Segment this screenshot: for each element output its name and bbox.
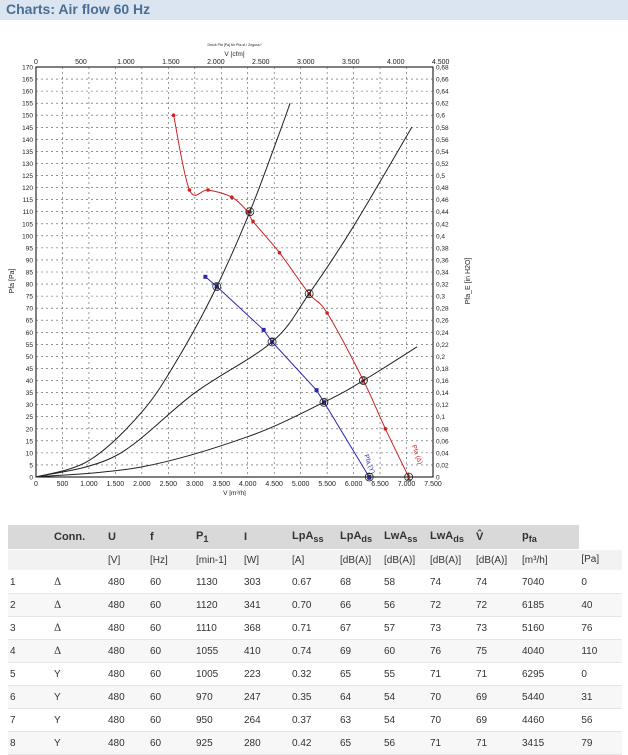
table-cell: 0 — [579, 571, 622, 594]
y-right-tick-label: 0,16 — [436, 378, 449, 386]
x-bottom-tick-label: 6.000 — [344, 481, 363, 488]
y-left-tick-label: 20 — [25, 426, 33, 434]
y-left-tick-label: 165 — [22, 76, 33, 84]
table-cell: 0.37 — [290, 709, 338, 732]
table-cell: Δ — [52, 571, 106, 594]
table-cell: 60 — [148, 594, 194, 617]
table-cell: 74 — [474, 571, 520, 594]
table-cell: 56 — [382, 594, 428, 617]
y-left-tick-label: 60 — [25, 329, 33, 337]
unit-cell — [8, 550, 52, 571]
y-left-tick-label: 120 — [22, 185, 33, 193]
table-cell: 6185 — [520, 594, 579, 617]
y-left-tick-label: 105 — [22, 221, 33, 229]
x-bottom-tick-label: 4.500 — [265, 481, 283, 488]
x-bottom-tick-label: 2.000 — [133, 481, 151, 488]
series-line-1 — [205, 277, 369, 477]
y-right-tick-label: 0,32 — [436, 281, 449, 289]
y-right-tick-label: 0,14 — [436, 390, 449, 398]
table-cell: 1130 — [194, 571, 242, 594]
table-units-row — [8, 550, 622, 571]
y-left-tick-label: 55 — [25, 341, 33, 349]
table-cell: 970 — [194, 686, 242, 709]
table-cell: 280 — [242, 732, 290, 755]
table-cell: 264 — [242, 709, 290, 732]
table-cell: 0.71 — [290, 617, 338, 640]
y-left-tick-label: 150 — [22, 112, 33, 120]
x-bottom-tick-label: 500 — [56, 481, 69, 488]
y-left-tick-label: 35 — [25, 390, 33, 398]
x-bottom-tick-label: 5.500 — [318, 481, 336, 488]
x-top-tick-label: 2.500 — [252, 59, 270, 66]
x-top-tick-label: 0 — [34, 59, 38, 66]
y-right-tick-label: 0,44 — [436, 209, 449, 217]
plot-frame — [36, 67, 433, 477]
y-left-tick-label: 80 — [25, 281, 33, 289]
y-left-tick-label: 75 — [25, 293, 33, 301]
table-cell: 6295 — [520, 663, 579, 686]
y-right-tick-label: 0,38 — [436, 245, 449, 253]
x-top-tick-label: 4.000 — [386, 59, 405, 66]
table-cell: 1005 — [194, 663, 242, 686]
y-left-tick-label: 140 — [22, 136, 33, 144]
table-cell: 71 — [428, 663, 474, 686]
y-axis-label: Pfa [Pa] — [9, 268, 16, 294]
y-left-tick-label: 45 — [25, 365, 33, 373]
table-cell: 54 — [382, 709, 428, 732]
y-right-tick-label: 0,02 — [436, 462, 449, 470]
y-left-tick-label: 10 — [25, 450, 33, 458]
table-cell: 65 — [338, 663, 382, 686]
table-header-row — [8, 525, 622, 550]
x-top-tick-label: 2.000 — [207, 59, 225, 66]
y-left-tick-label: 155 — [22, 100, 33, 108]
x-top-axis-label: V [cfm] — [224, 51, 245, 58]
y-right-tick-label: 0,28 — [436, 305, 449, 313]
y-right-tick-label: 0,24 — [436, 329, 449, 337]
operating-point-label: 4 — [247, 206, 253, 217]
table-cell: 64 — [338, 686, 382, 709]
unit-cell: [V] — [106, 550, 148, 571]
header-cell — [8, 525, 52, 550]
table-cell: 1120 — [194, 594, 242, 617]
y-left-tick-label: 125 — [22, 173, 33, 181]
table-cell: 66 — [338, 594, 382, 617]
table-cell: 60 — [148, 617, 194, 640]
y-left-tick-label: 65 — [25, 317, 33, 325]
y-right-tick-label: 0,4 — [436, 233, 446, 241]
table-cell: 303 — [242, 571, 290, 594]
y-right-tick-label: 0,18 — [436, 365, 449, 373]
unit-cell: [A] — [290, 550, 338, 571]
table-cell: Y — [52, 709, 106, 732]
table-cell: 70 — [428, 709, 474, 732]
table-cell: 368 — [242, 617, 290, 640]
table-cell: 4460 — [520, 709, 579, 732]
table-cell: 480 — [106, 571, 148, 594]
table-cell: Δ — [52, 594, 106, 617]
table-cell: 5 — [8, 663, 52, 686]
y-left-tick-label: 160 — [22, 88, 33, 96]
table-cell: 950 — [194, 709, 242, 732]
unit-cell: [dB(A)] — [428, 550, 474, 571]
table-cell: 68 — [338, 571, 382, 594]
table-cell: 1110 — [194, 617, 242, 640]
table-cell: 67 — [338, 617, 382, 640]
y-left-tick-label: 5 — [29, 462, 33, 470]
page-title: Charts: Air flow 60 Hz — [6, 1, 151, 17]
table-cell: Δ — [52, 640, 106, 663]
x-bottom-tick-label: 4.000 — [238, 481, 257, 488]
x-top-tick-label: 1.000 — [117, 59, 135, 66]
y-left-tick-label: 70 — [25, 305, 33, 313]
table-row — [8, 732, 622, 755]
y-right-tick-label: 0,68 — [436, 64, 449, 72]
table-cell: 0.67 — [290, 571, 338, 594]
table-row — [8, 686, 622, 709]
unit-cell: [m³/h] — [520, 550, 579, 571]
table-cell: 71 — [474, 663, 520, 686]
table-cell: 56 — [382, 732, 428, 755]
y-right-tick-label: 0,6 — [436, 112, 446, 120]
table-cell: 58 — [382, 571, 428, 594]
header-cell: LpA$_{ds}$ — [338, 525, 382, 550]
series-line-3 — [36, 127, 412, 477]
unit-cell: [min-1] — [194, 550, 242, 571]
table-row — [8, 709, 622, 732]
data-point — [315, 388, 319, 392]
x-bottom-tick-label: 1.500 — [106, 481, 125, 488]
table-cell: 6 — [8, 686, 52, 709]
table-cell: 40 — [579, 594, 622, 617]
header-cell: LwA$_{ss}$ — [382, 525, 428, 550]
y-left-tick-label: 85 — [25, 269, 33, 277]
y-right-tick-label: 0,42 — [436, 221, 449, 229]
x-bottom-tick-label: 3.500 — [212, 481, 231, 488]
y-right-tick-label: 0,3 — [436, 293, 446, 301]
header-cell: $P_1$ — [194, 525, 242, 550]
data-point — [230, 195, 234, 199]
table-cell: 74 — [428, 571, 474, 594]
x-axis-label: V [m³/h] — [223, 490, 246, 496]
y-left-tick-label: 90 — [25, 257, 33, 265]
curve-label: Pfa (Δ) — [409, 443, 424, 466]
x-top-tick-label: 500 — [75, 59, 87, 66]
table-row — [8, 594, 622, 617]
table-cell: 60 — [382, 640, 428, 663]
table-cell: 76 — [428, 640, 474, 663]
y-left-tick-label: 25 — [25, 414, 33, 422]
y-left-tick-label: 50 — [25, 353, 33, 361]
data-point — [172, 113, 176, 117]
table-cell: 480 — [106, 640, 148, 663]
table-cell: 110 — [579, 640, 622, 663]
table-cell: Δ — [52, 617, 106, 640]
y-right-axis-label: Pfa_E [in H2O] — [465, 257, 472, 305]
table-cell: 223 — [242, 663, 290, 686]
table-cell: 5160 — [520, 617, 579, 640]
table-cell: 480 — [106, 663, 148, 686]
table-cell: 480 — [106, 732, 148, 755]
header-cell: I — [242, 525, 290, 550]
y-right-tick-label: 0,58 — [436, 124, 449, 132]
table-cell: 79 — [579, 732, 622, 755]
y-right-tick-label: 0,46 — [436, 197, 449, 205]
table-cell: 410 — [242, 640, 290, 663]
data-point — [188, 188, 192, 192]
operating-point-label: 8 — [214, 281, 220, 292]
table-cell: 8 — [8, 732, 52, 755]
y-right-tick-label: 0,64 — [436, 88, 449, 96]
table-cell: 0.32 — [290, 663, 338, 686]
y-right-tick-label: 0,26 — [436, 317, 449, 325]
y-right-tick-label: 0,08 — [436, 426, 449, 434]
data-point — [262, 328, 266, 332]
header-cell: LwA$_{ds}$ — [428, 525, 474, 550]
table-cell: 69 — [474, 686, 520, 709]
table-cell: 480 — [106, 709, 148, 732]
table-cell: 247 — [242, 686, 290, 709]
y-right-tick-label: 0,36 — [436, 257, 449, 265]
table-cell: 7 — [8, 709, 52, 732]
y-right-tick-label: 0,04 — [436, 450, 449, 458]
table-cell: 4 — [8, 640, 52, 663]
table-cell: Y — [52, 732, 106, 755]
table-cell: 60 — [148, 640, 194, 663]
header-cell: Conn. — [52, 525, 106, 550]
y-right-tick-label: 0,54 — [436, 148, 449, 156]
operating-point-label: 7 — [269, 336, 275, 347]
operating-point-label: 5 — [366, 472, 372, 482]
y-left-tick-label: 130 — [22, 160, 33, 168]
x-top-tick-label: 4.500 — [431, 59, 450, 66]
y-right-tick-label: 0,62 — [436, 100, 449, 108]
y-right-tick-label: 0,2 — [436, 353, 446, 361]
operating-point-label: 1 — [406, 472, 412, 482]
y-left-tick-label: 40 — [25, 378, 33, 386]
table-cell: 72 — [474, 594, 520, 617]
table-cell: 0.42 — [290, 732, 338, 755]
table-cell: 54 — [382, 686, 428, 709]
data-point — [206, 188, 210, 192]
data-point — [251, 220, 255, 224]
y-left-tick-label: 170 — [22, 64, 33, 72]
y-right-tick-label: 0,22 — [436, 341, 449, 349]
y-left-tick-label: 145 — [22, 124, 33, 132]
x-bottom-tick-label: 0 — [34, 481, 38, 488]
y-left-tick-label: 0 — [29, 474, 33, 482]
header-cell: U — [106, 525, 148, 550]
x-bottom-tick-label: 7.500 — [424, 481, 442, 488]
x-bottom-tick-label: 7.000 — [397, 481, 416, 488]
series-line-2 — [36, 103, 290, 477]
table-cell: 7040 — [520, 571, 579, 594]
table-cell: 60 — [148, 732, 194, 755]
table-cell: 73 — [474, 617, 520, 640]
table-cell: 0.74 — [290, 640, 338, 663]
table-cell: 60 — [148, 663, 194, 686]
x-bottom-tick-label: 2.500 — [159, 481, 178, 488]
x-bottom-tick-label: 1.000 — [80, 481, 98, 488]
y-right-tick-label: 0 — [436, 474, 440, 482]
table-cell: 63 — [338, 709, 382, 732]
table-cell: 480 — [106, 617, 148, 640]
x-bottom-tick-label: 6.500 — [371, 481, 389, 488]
table-cell: 341 — [242, 594, 290, 617]
y-left-tick-label: 100 — [22, 233, 33, 241]
y-right-tick-label: 0,5 — [436, 173, 446, 181]
data-point — [203, 275, 207, 279]
unit-cell: [dB(A)] — [338, 550, 382, 571]
x-top-tick-label: 1.500 — [162, 59, 180, 66]
table-cell: 0.70 — [290, 594, 338, 617]
unit-cell: [dB(A)] — [474, 550, 520, 571]
table-cell: 56 — [579, 709, 622, 732]
table-row — [8, 617, 622, 640]
x-top-tick-label: 3.000 — [297, 59, 315, 66]
data-point — [384, 427, 388, 431]
unit-cell: [Pa] — [579, 550, 622, 571]
y-left-tick-label: 30 — [25, 402, 33, 410]
table-cell: 70 — [428, 686, 474, 709]
y-right-tick-label: 0,52 — [436, 160, 449, 168]
y-left-tick-label: 15 — [25, 438, 33, 446]
table-body — [8, 571, 622, 755]
table-cell: 1055 — [194, 640, 242, 663]
table-cell: 925 — [194, 732, 242, 755]
table-cell: Y — [52, 663, 106, 686]
table-cell: 480 — [106, 594, 148, 617]
table-row — [8, 663, 622, 686]
x-top-tick-label: 3.500 — [341, 59, 360, 66]
operating-point-label: 3 — [306, 288, 312, 299]
header-cell: V̂ — [474, 525, 520, 550]
table-cell: 60 — [148, 571, 194, 594]
table-cell: 1 — [8, 571, 52, 594]
table-row — [8, 571, 622, 594]
table-cell: 4040 — [520, 640, 579, 663]
table-row — [8, 640, 622, 663]
y-right-tick-label: 0,06 — [436, 438, 449, 446]
y-left-tick-label: 135 — [22, 148, 33, 156]
unit-cell: [dB(A)] — [382, 550, 428, 571]
x-bottom-tick-label: 3.000 — [186, 481, 204, 488]
y-left-tick-label: 115 — [22, 197, 33, 205]
y-right-tick-label: 0,48 — [436, 185, 449, 193]
table-cell: 3 — [8, 617, 52, 640]
operating-point-label: 2 — [360, 375, 366, 386]
table-cell: 3415 — [520, 732, 579, 755]
y-left-tick-label: 95 — [25, 245, 33, 253]
header-cell: f — [148, 525, 194, 550]
table-cell: 60 — [148, 709, 194, 732]
header-cell: $p_{fa}$ — [520, 525, 579, 550]
unit-cell — [52, 550, 106, 571]
table-cell: 69 — [338, 640, 382, 663]
table-cell: 57 — [382, 617, 428, 640]
y-right-tick-label: 0,1 — [436, 414, 446, 422]
table-cell: 73 — [428, 617, 474, 640]
operating-point-label: 6 — [321, 397, 327, 408]
table-cell: 71 — [428, 732, 474, 755]
table-cell: 65 — [338, 732, 382, 755]
curve-label: Pfa (Y) — [362, 453, 376, 475]
unit-cell: [W] — [242, 550, 290, 571]
unit-cell: [Hz] — [148, 550, 194, 571]
table-cell: 72 — [428, 594, 474, 617]
y-right-tick-label: 0,56 — [436, 136, 449, 144]
title-bar — [0, 0, 628, 20]
table-cell: 5440 — [520, 686, 579, 709]
table-cell: 0 — [579, 663, 622, 686]
table-cell: 0.35 — [290, 686, 338, 709]
top-caption: Druck Pfa [Pa] für Pfa-st / Zoguss? — [207, 43, 262, 47]
data-point — [278, 251, 282, 255]
table-cell: 69 — [474, 709, 520, 732]
table-cell: 71 — [474, 732, 520, 755]
table-cell: Y — [52, 686, 106, 709]
header-cell: LpA$_{ss}$ — [290, 525, 338, 550]
y-right-tick-label: 0,12 — [436, 402, 449, 410]
table-cell: 75 — [474, 640, 520, 663]
table-cell: 55 — [382, 663, 428, 686]
y-right-tick-label: 0,66 — [436, 76, 449, 84]
y-right-tick-label: 0,34 — [436, 269, 449, 277]
table-cell: 31 — [579, 686, 622, 709]
table-cell: 60 — [148, 686, 194, 709]
table-cell: 480 — [106, 686, 148, 709]
table-cell: 2 — [8, 594, 52, 617]
air-flow-chart — [0, 26, 628, 496]
data-point — [325, 311, 329, 315]
operating-points-table — [8, 525, 622, 755]
y-left-tick-label: 110 — [22, 209, 33, 217]
table-cell: 76 — [579, 617, 622, 640]
x-bottom-tick-label: 5.000 — [291, 481, 310, 488]
